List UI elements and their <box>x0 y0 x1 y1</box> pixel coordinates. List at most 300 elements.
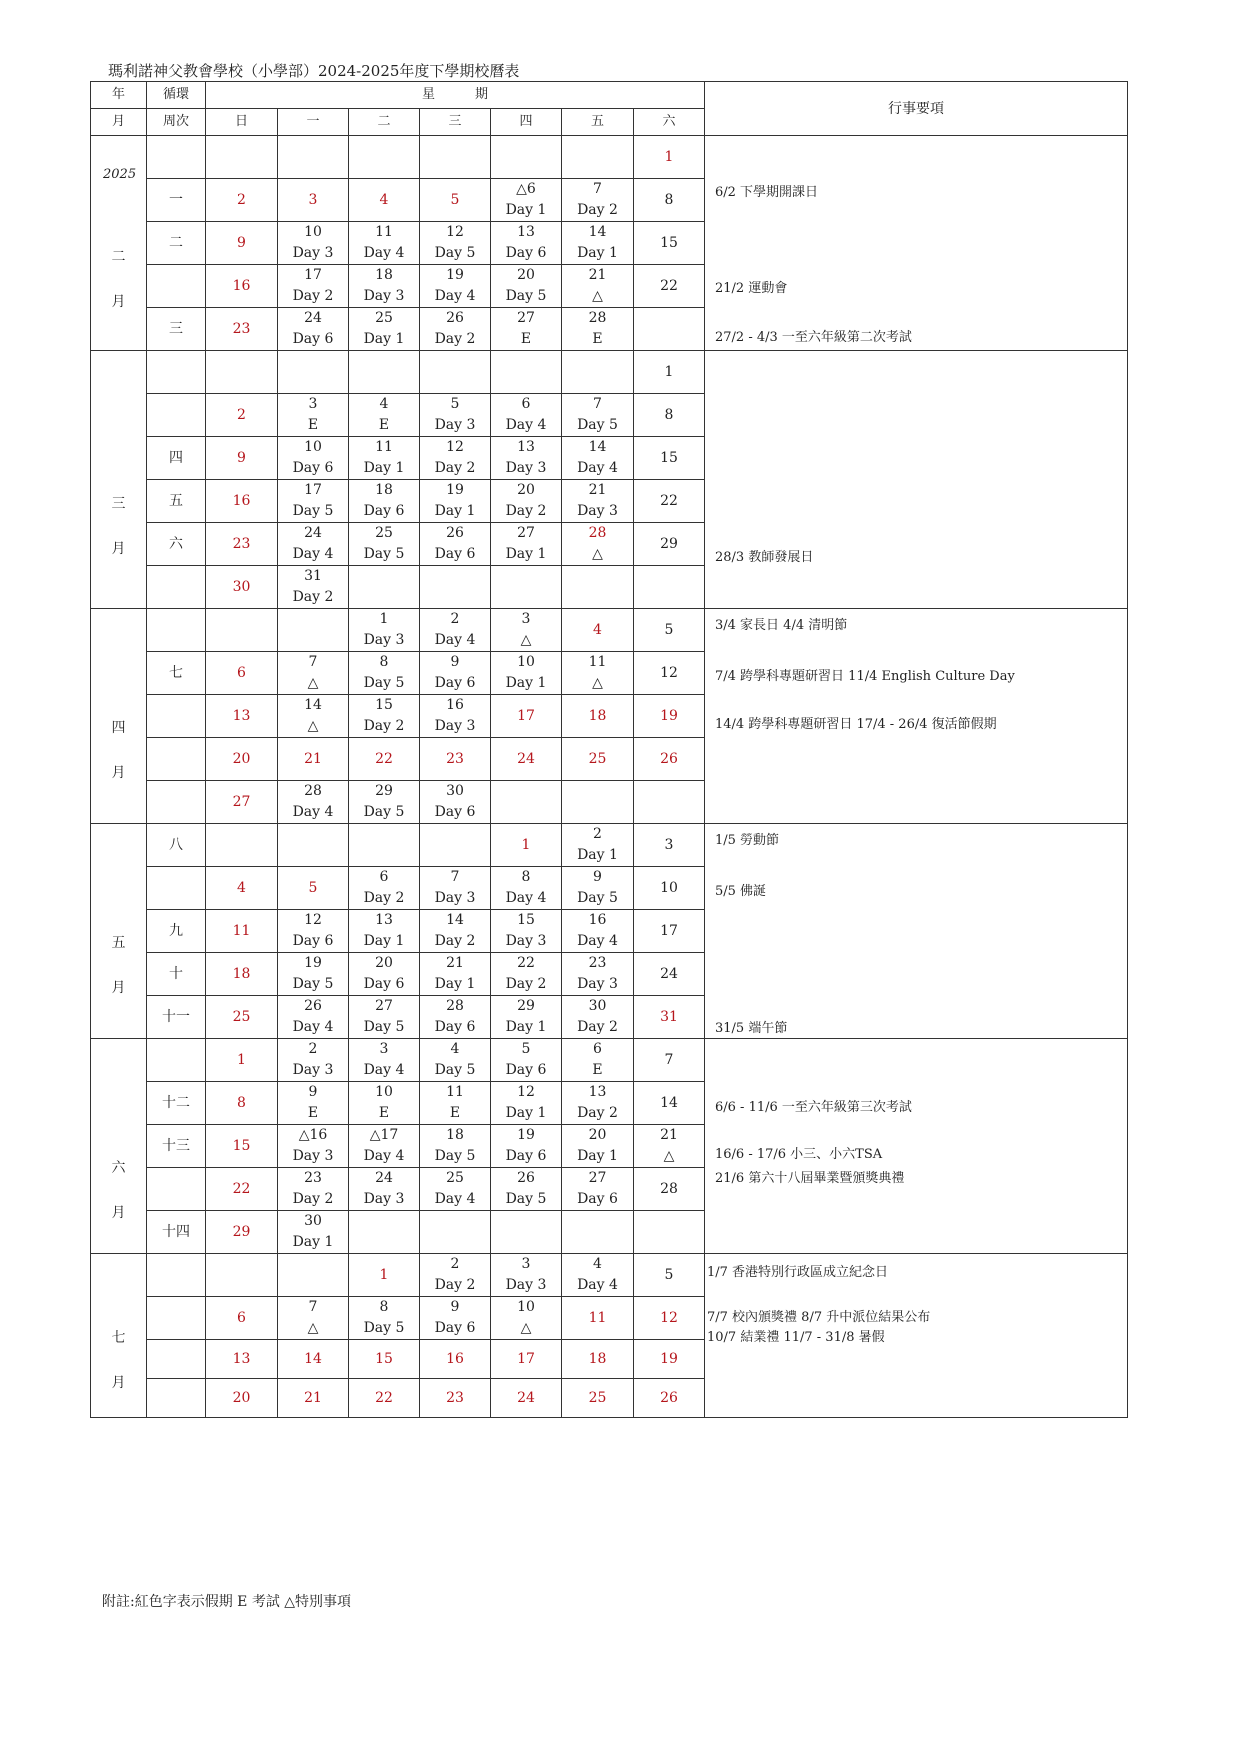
day-cell-wed <box>420 265 491 308</box>
day-cell-fri <box>562 996 634 1039</box>
day-cell-sun <box>206 136 278 179</box>
cycle-week-cell <box>147 1379 206 1418</box>
day-cell-thu <box>491 1297 562 1340</box>
day-cell-mon <box>278 910 349 953</box>
day-note: Day 5 <box>363 804 405 820</box>
event-item: 1/5 勞動節 <box>715 832 780 848</box>
day-number: 8 <box>521 869 531 885</box>
footnote: 附註:紅色字表示假期 E 考試 △特別事項 <box>102 1594 352 1610</box>
day-note: Day 2 <box>577 202 618 218</box>
day-number: 13 <box>232 707 251 724</box>
day-cell-mon <box>278 1125 349 1168</box>
calendar-table <box>90 81 1128 1418</box>
day-note: Day 1 <box>363 460 405 476</box>
day-number: 28 <box>660 1180 678 1197</box>
day-note: Day 4 <box>363 245 405 261</box>
day-number: 1 <box>379 611 389 627</box>
day-number: 23 <box>446 750 464 767</box>
cycle-week-cell <box>147 867 206 910</box>
cycle-header-top: 循環 <box>147 82 206 109</box>
weekday-header-sat: 六 <box>634 109 705 136</box>
day-number: △16 <box>298 1127 328 1143</box>
day-note: Day 4 <box>363 1148 405 1164</box>
day-cell-sat <box>634 1168 705 1211</box>
day-cell-wed <box>420 609 491 652</box>
day-cell-mon <box>278 652 349 695</box>
cycle-week-cell: 八 <box>147 824 206 867</box>
day-number: 22 <box>375 750 393 767</box>
day-cell-sat <box>634 652 705 695</box>
day-number: 20 <box>517 267 535 283</box>
day-cell-thu <box>491 1168 562 1211</box>
day-number: 6 <box>379 869 389 885</box>
day-note: Day 5 <box>505 288 547 304</box>
day-number: 11 <box>375 439 393 455</box>
day-number: 6 <box>521 396 531 412</box>
day-number: 12 <box>304 912 322 928</box>
cycle-week-cell <box>147 738 206 781</box>
day-number: 3 <box>379 1041 389 1057</box>
day-cell-wed <box>420 652 491 695</box>
day-number: 5 <box>664 1266 674 1283</box>
day-note: Day 1 <box>292 1234 334 1250</box>
day-cell-tue <box>349 222 420 265</box>
day-cell-mon <box>278 222 349 265</box>
day-cell-wed <box>420 222 491 265</box>
day-cell-sun <box>206 265 278 308</box>
day-note: Day 5 <box>434 1062 476 1078</box>
day-note: Day 3 <box>577 503 618 519</box>
day-cell-tue <box>349 867 420 910</box>
day-number: 7 <box>308 654 318 670</box>
day-cell-thu <box>491 652 562 695</box>
day-cell-tue <box>349 824 420 867</box>
day-number: 19 <box>660 707 678 724</box>
day-number: 14 <box>660 1094 678 1111</box>
day-cell-thu <box>491 996 562 1039</box>
cycle-week-cell: 七 <box>147 652 206 695</box>
day-cell-tue <box>349 1082 420 1125</box>
day-note: Day 6 <box>363 503 405 519</box>
day-number: 10 <box>304 439 322 455</box>
month-label-cell <box>91 351 147 609</box>
day-cell-thu <box>491 351 562 394</box>
cycle-week-cell: 十一 <box>147 996 206 1039</box>
day-number: 30 <box>446 783 464 799</box>
day-cell-sun <box>206 867 278 910</box>
day-number: 12 <box>517 1084 535 1100</box>
day-number: 4 <box>379 396 389 412</box>
event-item: 7/7 校內頒獎禮 8/7 升中派位結果公布 <box>707 1309 931 1325</box>
day-cell-tue <box>349 953 420 996</box>
month-name: 二月 <box>111 248 126 310</box>
month-label-cell <box>91 1039 147 1254</box>
day-number: 16 <box>232 277 251 294</box>
day-note: Day 3 <box>434 890 476 906</box>
day-note: Day 6 <box>505 245 547 261</box>
cycle-week-cell <box>147 136 206 179</box>
day-cell-wed <box>420 1379 491 1418</box>
day-cell-wed <box>420 1039 491 1082</box>
day-note: E <box>378 1105 390 1121</box>
day-number: 22 <box>660 492 678 509</box>
day-note: Day 2 <box>292 288 334 304</box>
day-cell-tue <box>349 996 420 1039</box>
cycle-week-cell <box>147 1039 206 1082</box>
page-title: 瑪利諾神父教會學校（小學部）2024-2025年度下學期校曆表 <box>108 62 520 80</box>
day-number: 2 <box>450 1256 460 1272</box>
day-number: 20 <box>232 750 251 767</box>
day-cell-mon <box>278 1082 349 1125</box>
day-cell-sat <box>634 351 705 394</box>
day-number: 26 <box>304 998 322 1014</box>
day-cell-thu <box>491 136 562 179</box>
day-note: Day 2 <box>363 890 405 906</box>
day-cell-fri <box>562 480 634 523</box>
day-cell-sun <box>206 1082 278 1125</box>
day-number: 25 <box>232 1008 251 1025</box>
day-cell-wed <box>420 1125 491 1168</box>
day-number: 12 <box>660 664 678 681</box>
day-note: Day 2 <box>434 460 476 476</box>
day-number: 19 <box>517 1127 535 1143</box>
day-cell-mon <box>278 781 349 824</box>
day-number: 21 <box>304 750 322 767</box>
year-header: 年 <box>91 82 147 109</box>
day-cell-wed <box>420 136 491 179</box>
day-number: 22 <box>375 1389 393 1406</box>
cycle-week-cell <box>147 695 206 738</box>
day-cell-mon <box>278 1211 349 1254</box>
day-cell-mon <box>278 867 349 910</box>
day-cell-sun <box>206 1125 278 1168</box>
day-cell-sat <box>634 996 705 1039</box>
day-cell-sun <box>206 1254 278 1297</box>
day-number: 26 <box>446 525 464 541</box>
day-number: △17 <box>369 1127 399 1143</box>
day-cell-thu <box>491 1254 562 1297</box>
day-cell-tue <box>349 1211 420 1254</box>
day-cell-fri <box>562 609 634 652</box>
day-cell-mon <box>278 1168 349 1211</box>
day-cell-thu <box>491 953 562 996</box>
day-cell-wed <box>420 695 491 738</box>
day-cell-sat <box>634 1297 705 1340</box>
day-number: 12 <box>446 439 464 455</box>
day-cell-sun <box>206 910 278 953</box>
day-note: Day 3 <box>363 288 405 304</box>
cycle-header-bottom: 周次 <box>147 109 206 136</box>
day-cell-tue <box>349 1340 420 1379</box>
day-number: 25 <box>446 1170 464 1186</box>
day-cell-mon <box>278 609 349 652</box>
month-label-cell <box>91 1254 147 1418</box>
day-number: 1 <box>237 1051 246 1068</box>
day-note: Day 5 <box>577 890 618 906</box>
day-note: Day 4 <box>577 933 618 949</box>
day-cell-sun <box>206 695 278 738</box>
day-number: 11 <box>588 654 607 670</box>
week-row <box>91 1254 1128 1297</box>
day-number: 21 <box>588 482 607 498</box>
day-note: Day 6 <box>505 1062 547 1078</box>
event-item: 1/7 香港特別行政區成立紀念日 <box>707 1264 889 1280</box>
events-cell <box>705 1039 1128 1254</box>
day-cell-sun <box>206 1211 278 1254</box>
day-number: 10 <box>375 1084 393 1100</box>
day-cell-sat <box>634 781 705 824</box>
day-cell-wed <box>420 394 491 437</box>
day-number: 17 <box>517 1350 535 1367</box>
day-cell-thu <box>491 523 562 566</box>
day-note: Day 3 <box>363 632 405 648</box>
day-number: 22 <box>660 277 678 294</box>
day-cell-sun <box>206 179 278 222</box>
day-note: △ <box>307 675 319 691</box>
day-cell-thu <box>491 1125 562 1168</box>
day-number: 2 <box>593 826 602 842</box>
day-cell-sat <box>634 824 705 867</box>
day-number: 26 <box>517 1170 535 1186</box>
day-number: 13 <box>517 439 535 455</box>
day-note: Day 2 <box>505 976 547 992</box>
day-number: 18 <box>375 267 393 283</box>
day-note: Day 6 <box>292 460 334 476</box>
day-cell-wed <box>420 824 491 867</box>
day-cell-sun <box>206 394 278 437</box>
day-number: 9 <box>237 234 246 251</box>
day-cell-thu <box>491 1039 562 1082</box>
day-cell-sun <box>206 1168 278 1211</box>
cycle-week-cell: 十二 <box>147 1082 206 1125</box>
day-cell-tue <box>349 1379 420 1418</box>
day-cell-wed <box>420 867 491 910</box>
day-cell-thu <box>491 695 562 738</box>
day-cell-wed <box>420 179 491 222</box>
day-cell-mon <box>278 523 349 566</box>
day-number: 17 <box>660 922 678 939</box>
day-number: 5 <box>664 621 674 638</box>
day-cell-sat <box>634 179 705 222</box>
day-cell-mon <box>278 480 349 523</box>
day-cell-sun <box>206 1039 278 1082</box>
day-number: 17 <box>517 707 535 724</box>
day-number: 24 <box>517 750 535 767</box>
day-cell-sun <box>206 1340 278 1379</box>
day-number: 15 <box>660 449 678 466</box>
cycle-week-cell <box>147 265 206 308</box>
cycle-week-cell <box>147 1297 206 1340</box>
day-note: Day 2 <box>434 1277 476 1293</box>
day-cell-mon <box>278 351 349 394</box>
day-note: Day 4 <box>434 632 476 648</box>
event-item: 6/6 - 11/6 一至六年級第三次考試 <box>715 1099 912 1115</box>
day-note: Day 5 <box>292 976 334 992</box>
day-note: Day 3 <box>434 718 476 734</box>
day-note: △ <box>307 1320 319 1336</box>
day-number: 10 <box>517 1299 535 1315</box>
day-number: 3 <box>308 396 318 412</box>
week-row <box>91 824 1128 867</box>
day-note: E <box>592 1062 603 1078</box>
day-number: 25 <box>588 750 607 767</box>
day-cell-thu <box>491 781 562 824</box>
day-cell-fri <box>562 1297 634 1340</box>
day-cell-wed <box>420 1168 491 1211</box>
day-note: Day 3 <box>505 1277 547 1293</box>
day-note: △ <box>307 718 319 734</box>
weekday-header-tue: 二 <box>349 109 420 136</box>
day-cell-wed <box>420 523 491 566</box>
day-number: 2 <box>450 611 460 627</box>
events-cell <box>705 609 1128 824</box>
day-note: Day 5 <box>363 1320 405 1336</box>
day-cell-thu <box>491 1211 562 1254</box>
day-cell-tue <box>349 265 420 308</box>
weekday-group-right: 期 <box>475 87 489 102</box>
day-note: Day 1 <box>434 976 476 992</box>
day-number: 18 <box>588 1350 607 1367</box>
cycle-week-cell: 三 <box>147 308 206 351</box>
day-cell-tue <box>349 566 420 609</box>
day-cell-sat <box>634 566 705 609</box>
day-number: 1 <box>664 363 674 380</box>
day-note: Day 4 <box>505 890 547 906</box>
day-note: △ <box>520 632 532 648</box>
day-number: 4 <box>237 879 246 896</box>
day-note: Day 6 <box>434 1019 476 1035</box>
day-cell-fri <box>562 953 634 996</box>
day-number: 21 <box>660 1127 678 1143</box>
week-row <box>91 351 1128 394</box>
day-cell-wed <box>420 781 491 824</box>
day-cell-mon <box>278 308 349 351</box>
day-note: Day 5 <box>363 675 405 691</box>
day-note: Day 4 <box>292 546 334 562</box>
day-number: 30 <box>588 998 607 1014</box>
day-number: 11 <box>375 224 393 240</box>
day-number: 27 <box>517 525 535 541</box>
day-cell-wed <box>420 351 491 394</box>
day-number: 16 <box>446 1350 464 1367</box>
events-cell <box>705 136 1128 351</box>
cycle-week-cell <box>147 566 206 609</box>
day-note: Day 2 <box>577 1105 618 1121</box>
day-number: 28 <box>588 310 607 326</box>
day-note: Day 3 <box>292 245 334 261</box>
day-note: Day 2 <box>292 1191 334 1207</box>
day-number: 5 <box>308 879 318 896</box>
day-cell-tue <box>349 437 420 480</box>
day-cell-sat <box>634 1125 705 1168</box>
day-note: Day 5 <box>292 503 334 519</box>
day-note: Day 3 <box>577 976 618 992</box>
event-item: 10/7 結業禮 11/7 - 31/8 暑假 <box>707 1329 885 1345</box>
day-note: Day 1 <box>505 1105 547 1121</box>
day-cell-sun <box>206 953 278 996</box>
event-item: 21/2 運動會 <box>715 280 788 296</box>
day-note: Day 1 <box>505 202 547 218</box>
day-number: 8 <box>664 406 674 423</box>
day-note: Day 1 <box>577 245 618 261</box>
day-note: Day 1 <box>577 1148 618 1164</box>
day-note: Day 6 <box>292 331 334 347</box>
day-number: 2 <box>237 191 246 208</box>
day-number: 23 <box>304 1170 322 1186</box>
day-cell-sat <box>634 609 705 652</box>
day-number: 31 <box>304 568 322 584</box>
day-note: Day 6 <box>434 675 476 691</box>
day-number: 23 <box>232 535 251 552</box>
day-number: 30 <box>232 578 251 595</box>
day-number: 24 <box>304 310 322 326</box>
day-cell-wed <box>420 480 491 523</box>
day-note: E <box>449 1105 461 1121</box>
day-note: △ <box>663 1148 675 1164</box>
weekday-header-mon: 一 <box>278 109 349 136</box>
day-number: 11 <box>588 1309 607 1326</box>
month-label-cell <box>91 824 147 1039</box>
day-note: E <box>378 417 390 433</box>
cycle-week-cell: 十四 <box>147 1211 206 1254</box>
day-number: 3 <box>664 836 674 853</box>
day-cell-sun <box>206 480 278 523</box>
day-cell-sun <box>206 308 278 351</box>
day-cell-tue <box>349 1297 420 1340</box>
day-number: 15 <box>375 697 393 713</box>
day-cell-mon <box>278 566 349 609</box>
day-cell-fri <box>562 867 634 910</box>
day-cell-mon <box>278 136 349 179</box>
event-item: 3/4 家長日 4/4 清明節 <box>715 617 848 633</box>
day-number: 28 <box>304 783 322 799</box>
day-cell-thu <box>491 1340 562 1379</box>
day-cell-sun <box>206 1297 278 1340</box>
day-cell-fri <box>562 910 634 953</box>
day-number: △6 <box>516 181 536 197</box>
day-number: 19 <box>446 267 464 283</box>
day-cell-fri <box>562 1082 634 1125</box>
day-number: 25 <box>588 1389 607 1406</box>
day-cell-sat <box>634 1254 705 1297</box>
day-number: 7 <box>450 869 460 885</box>
day-number: 18 <box>446 1127 464 1143</box>
day-note: Day 1 <box>505 546 547 562</box>
day-cell-fri <box>562 1379 634 1418</box>
day-cell-fri <box>562 1125 634 1168</box>
day-note: Day 1 <box>434 503 476 519</box>
day-note: Day 5 <box>505 1191 547 1207</box>
day-note: Day 4 <box>363 1062 405 1078</box>
day-cell-sat <box>634 265 705 308</box>
day-number: 5 <box>450 191 460 208</box>
day-cell-fri <box>562 1211 634 1254</box>
day-cell-sat <box>634 1340 705 1379</box>
day-number: 22 <box>232 1180 251 1197</box>
week-row <box>91 136 1128 179</box>
day-note: Day 1 <box>505 675 547 691</box>
day-note: Day 4 <box>292 804 334 820</box>
day-number: 4 <box>593 1256 602 1272</box>
day-cell-fri <box>562 179 634 222</box>
day-cell-wed <box>420 1254 491 1297</box>
day-cell-tue <box>349 1254 420 1297</box>
day-cell-tue <box>349 308 420 351</box>
day-cell-mon <box>278 695 349 738</box>
day-number: 24 <box>660 965 678 982</box>
day-cell-thu <box>491 609 562 652</box>
weekday-header-wed: 三 <box>420 109 491 136</box>
